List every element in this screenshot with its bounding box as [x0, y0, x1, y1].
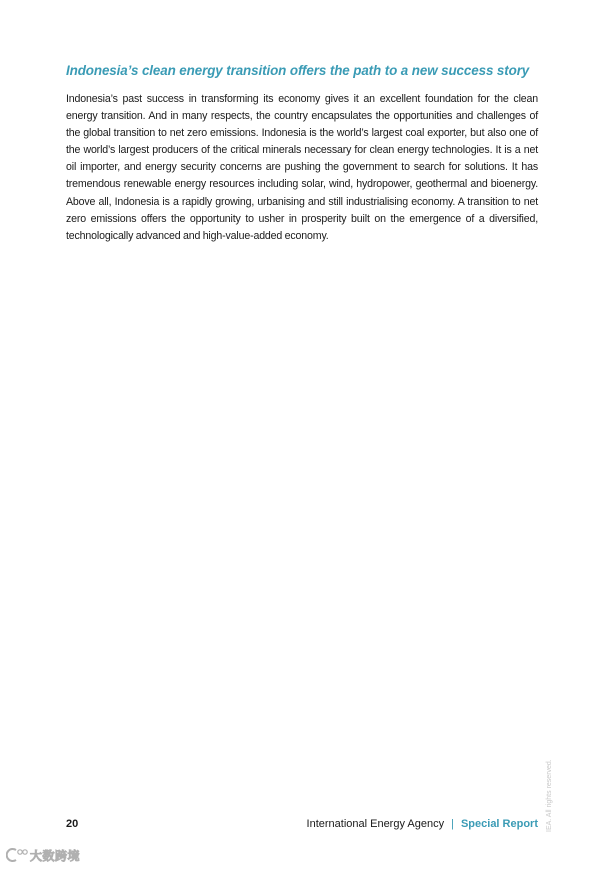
page-footer [66, 818, 538, 834]
page-number: 20 [66, 818, 79, 830]
watermark-icon [6, 847, 28, 863]
footer-organization: International Energy Agency [306, 818, 445, 830]
body-paragraph: Indonesia’s past success in transforming its economy gives it an excellent foundation for the clean energy transition. And in many respects, the country encapsulates the opportunities and challenges of the global transition to net zero emissions. Indonesia is the world’s largest coal exporter, but also one of the world’s largest producers of the critical minerals necessary for clean energy technologies. It is a net oil importer, and energy security concerns are pushing the government to search for solutions. It has tremendous renewable energy resources including solar, wind, hydropower, geothermal and bioenergy. Above all, Indonesia is a rapidly growing, urbanising and still industrialising economy. A transition to net zero emissions offers the opportunity to usher in prosperity built on the emergence of a diversified, technologically advanced and high-value-added economy. [66, 93, 538, 242]
footer-separator: | [451, 818, 454, 830]
watermark-text: 大数跨境 [30, 848, 81, 863]
watermark-logo [6, 846, 80, 864]
copyright-notice: IEA. All rights reserved. [546, 759, 553, 832]
footer-publisher [307, 818, 538, 830]
footer-report-type: Special Report [460, 818, 538, 830]
section-heading: Indonesia’s clean energy transition offers the path to a new success story [66, 63, 530, 78]
